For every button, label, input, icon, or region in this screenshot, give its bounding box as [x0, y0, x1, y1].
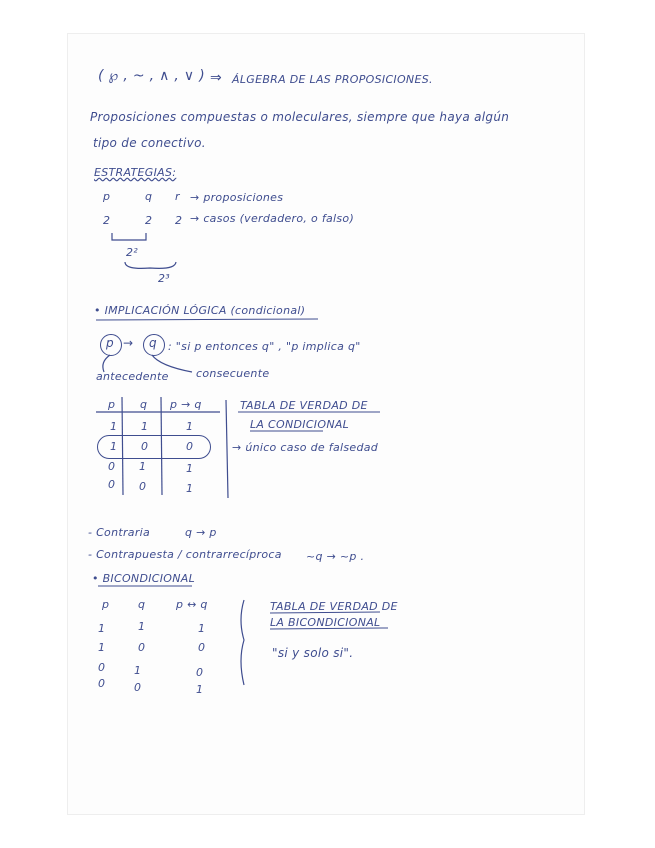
cond-r3-p: 0 — [108, 460, 116, 473]
bi-r1-pq: 1 — [198, 622, 206, 635]
bicondicional-heading: • BICONDICIONAL — [92, 572, 196, 585]
intro-line-1: Proposiciones compuestas o moleculares, siempre que haya algún — [90, 110, 510, 124]
bi-r4-pq: 1 — [196, 683, 204, 696]
cond-header-p: p — [108, 398, 116, 411]
bi-table-title-2: LA BICONDICIONAL — [270, 616, 381, 629]
cond-r3-q: 1 — [139, 460, 147, 473]
bi-header-p: p — [102, 598, 110, 611]
contrapuesta-formula: ~q → ~p . — [306, 550, 365, 563]
cond-header-q: q — [140, 398, 148, 411]
bi-header-q: q — [138, 598, 146, 611]
bi-table-title-1: TABLA DE VERDAD DE — [270, 600, 398, 613]
cond-r3-pq: 1 — [186, 462, 194, 475]
cond-r4-q: 0 — [139, 480, 147, 493]
algebraic-structure: ( ℘ , ~ , ∧ , ∨ ) — [98, 68, 205, 84]
cond-table-title-2: LA CONDICIONAL — [250, 418, 350, 431]
cond-table-title-1: TABLA DE VERDAD DE — [240, 399, 368, 412]
bi-r3-p: 0 — [98, 661, 106, 674]
cond-r1-q: 1 — [141, 420, 149, 433]
contraria-label: - Contraria — [88, 526, 151, 539]
cond-r4-p: 0 — [108, 478, 116, 491]
bi-r2-pq: 0 — [198, 641, 206, 654]
intro-line-2: tipo de conectivo. — [93, 136, 206, 150]
impl-definition: : "si p entonces q" , "p implica q" — [168, 340, 361, 353]
bi-r3-q: 1 — [134, 664, 142, 677]
contrapuesta-label: - Contrapuesta / contrarrecíproca — [88, 548, 282, 561]
bi-r4-q: 0 — [134, 681, 142, 694]
bi-r3-pq: 0 — [196, 666, 204, 679]
proposiciones-label: → proposiciones — [190, 191, 284, 204]
impl-q: q — [149, 336, 157, 350]
consecuente-label: consecuente — [196, 367, 270, 380]
power-2-2: 2² — [126, 246, 139, 259]
implicacion-heading: • IMPLICACIÓN LÓGICA (condicional) — [94, 304, 306, 317]
si-y-solo-si-quote: "si y solo si". — [272, 646, 354, 660]
false-case-note: → único caso de falsedad — [232, 441, 379, 454]
cond-r2-pq: 0 — [186, 440, 194, 453]
cases-p: 2 — [103, 214, 111, 227]
impl-p: p — [106, 336, 114, 350]
bi-r2-q: 0 — [138, 641, 146, 654]
impl-arrow: → — [123, 336, 134, 350]
implies-symbol: ⇒ — [210, 70, 223, 86]
var-r: r — [175, 190, 180, 203]
bi-r4-p: 0 — [98, 677, 106, 690]
cases-r: 2 — [175, 214, 183, 227]
cond-header-pq: p → q — [170, 398, 202, 411]
power-2-3: 2³ — [158, 272, 171, 285]
bi-r1-q: 1 — [138, 620, 146, 633]
bi-r1-p: 1 — [98, 622, 106, 635]
bi-header-pq: p ↔ q — [176, 598, 208, 611]
cond-r1-p: 1 — [110, 420, 118, 433]
casos-label: → casos (verdadero, o falso) — [190, 212, 355, 225]
var-q: q — [145, 190, 153, 203]
cond-r2-q: 0 — [141, 440, 149, 453]
var-p: p — [103, 190, 111, 203]
cases-q: 2 — [145, 214, 153, 227]
estrategias-heading: ESTRATEGIAS: — [94, 166, 177, 179]
cond-r4-pq: 1 — [186, 482, 194, 495]
cond-r1-pq: 1 — [186, 420, 194, 433]
bi-r2-p: 1 — [98, 641, 106, 654]
cond-r2-p: 1 — [110, 440, 118, 453]
antecedente-label: antecedente — [96, 370, 169, 383]
page-title: ÁLGEBRA DE LAS PROPOSICIONES. — [232, 73, 433, 86]
contraria-formula: q → p — [185, 526, 217, 539]
